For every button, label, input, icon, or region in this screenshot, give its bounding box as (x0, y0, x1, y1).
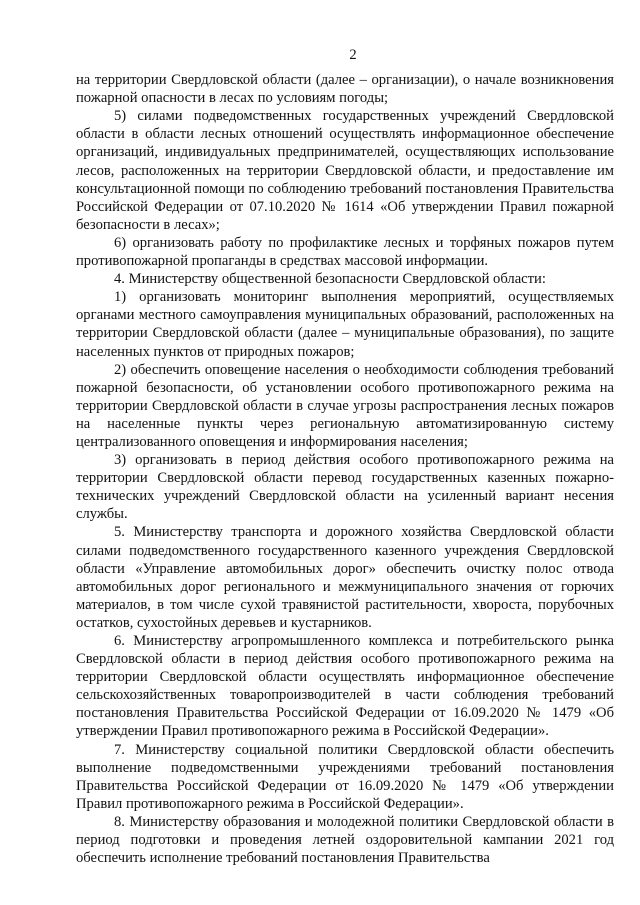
paragraph-item-6: 6) организовать работу по профилактике лесных и торфяных пожаров путем противопожарной пропаганды в средствах массовой информации. (76, 234, 614, 270)
page-number: 2 (349, 47, 357, 63)
paragraph-item-5: 5) силами подведомственных государственных учреждений Свердловской области в области лесных отношений осуществлять информационное обеспечение организаций, индивидуальных предпринимателей, осуществляющих использование лесов, расположенных на территории Свердловской области, и предоставление им консультационной помощи по соблюдению требований постановления Правительства Российской Федерации от 07.10.2020 № 1614 «Об утверждении Правил пожарной безопасности в лесах»; (76, 108, 614, 233)
paragraph-section-4-item-3: 3) организовать в период действия особого противопожарного режима на территории Свердловской области перевод государственных казенных пожарно-технических учреждений Свердловской области на усиленный вариант несения службы. (76, 452, 614, 523)
paragraph-section-4-item-1: 1) организовать мониторинг выполнения мероприятий, осуществляемых органами местного самоуправления муниципальных образований, расположенных на территории Свердловской области (далее – муниципальные образования), по защите населенных пунктов от природных пожаров; (76, 289, 614, 360)
paragraph-section-8: 8. Министерству образования и молодежной политики Свердловской области в период подготовки и проведения летней оздоровительной кампании 2021 год обеспечить исполнение требований постановления Правительства (76, 813, 614, 867)
paragraph-continuation: на территории Свердловской области (далее – организации), о начале возникновения пожарной опасности в лесах по условиям погоды; (76, 72, 614, 107)
paragraph-section-4-item-2: 2) обеспечить оповещение населения о необходимости соблюдения требований пожарной безопасности, об установлении особого противопожарного режима на территории Свердловской области в случае угрозы распространения лесных пожаров на населенные пункты через региональную автоматизированную систему централизованного оповещения и информирования населения; (76, 361, 614, 450)
paragraph-section-4: 4. Министерству общественной безопасности Свердловской области: (114, 271, 546, 288)
paragraph-section-5: 5. Министерству транспорта и дорожного хозяйства Свердловской области силами подведомственного государственного казенного учреждения Свердловской области «Управление автомобильных дорог» обеспечить очистку полос отвода автомобильных дорог регионального и межмуниципального значения от горючих материалов, в том числе сухой травянистой растительности, хвороста, порубочных остатков, сухостойных деревьев и кустарников. (76, 524, 614, 631)
paragraph-section-7: 7. Министерству социальной политики Свердловской области обеспечить выполнение подведомственными учреждениями требований постановления Правительства Российской Федерации от 16.09.2020 № 1479 «Об утверждении Правил противопожарного режима в Российской Федерации». (76, 741, 614, 812)
paragraph-section-6: 6. Министерству агропромышленного комплекса и потребительского рынка Свердловской области в период действия особого противопожарного режима на территории Свердловской области осуществлять информационное обеспечение сельскохозяйственных товаропроизводителей в части соблюдения требований постановления Правительства Российской Федерации от 16.09.2020 № 1479 «Об утверждении Правил противопожарного режима в Российской Федерации». (76, 633, 614, 740)
